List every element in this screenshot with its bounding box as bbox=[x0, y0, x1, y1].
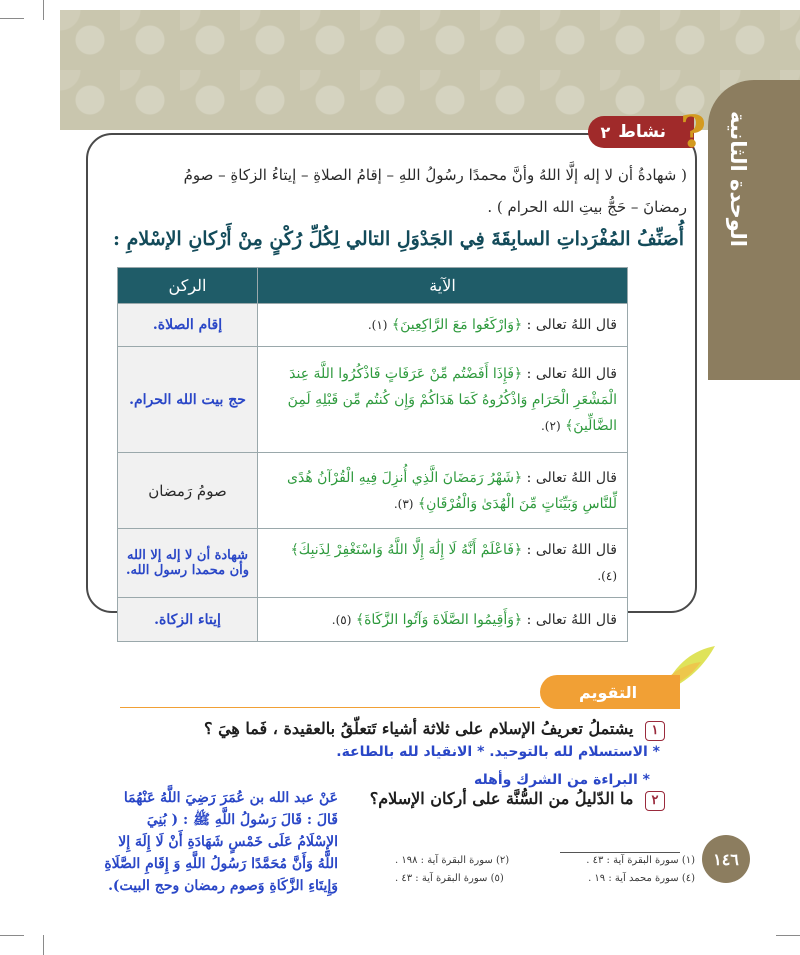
verse-cell: قال اللهُ تعالى : ﴿شَهْرُ رَمَضَانَ الَّذِي أُنزِلَ فِيهِ الْقُرْآنُ هُدًى لِّلنَّاسِ وَبَيِّنَاتٍ مِّنَ الْهُدَىٰ وَالْفُرْقَانِ﴾ (٣). bbox=[258, 453, 628, 529]
ayah-text: ﴿فَاعْلَمْ أَنَّهُ لَا إِلَٰهَ إِلَّا اللَّهُ وَاسْتَغْفِرْ لِذَنبِكَ﴾ bbox=[290, 542, 523, 558]
table-row bbox=[118, 347, 628, 453]
pillars-table bbox=[117, 267, 628, 642]
ayah-text: ﴿شَهْرُ رَمَضَانَ الَّذِي أُنزِلَ فِيهِ الْقُرْآنُ هُدًى لِّلنَّاسِ وَبَيِّنَاتٍ مِّنَ الْهُدَىٰ وَالْفُرْقَانِ﴾ bbox=[287, 469, 617, 512]
table-row bbox=[118, 598, 628, 642]
question-mark-icon: ? bbox=[680, 107, 706, 158]
activity-instruction-line2: رمضانَ – حَجُّ بيتِ الله الحرام ) . bbox=[487, 198, 687, 216]
table-row bbox=[118, 529, 628, 598]
footnote-1: (١) سورة البقرة آية : ٤٣ . bbox=[586, 855, 695, 866]
page-number: ١٤٦ bbox=[702, 835, 750, 883]
answer-1-line1: * الاستسلام لله بالتوحيد. * الانقياد لله بالطاعة. bbox=[336, 744, 660, 760]
activity-badge bbox=[588, 107, 706, 158]
crop-mark bbox=[43, 935, 44, 955]
answer-1-line2: * البراءة من الشرك وأهله bbox=[473, 772, 650, 788]
verse-cell: قال اللهُ تعالى : ﴿فَإِذَا أَفَضْتُم مِّنْ عَرَفَاتٍ فَاذْكُرُوا اللَّهَ عِندَ الْمَشْعَرِ الْحَرَامِ وَاذْكُرُوهُ كَمَا هَدَاكُمْ وَإِن كُنتُم مِّن قَبْلِهِ لَمِنَ الضَّالِّينَ﴾ (٢). bbox=[258, 347, 628, 453]
question-text: ما الدّليلُ من السُّنَّة على أركان الإسلام؟ bbox=[369, 789, 634, 808]
ayah-text: ﴿فَإِذَا أَفَضْتُم مِّنْ عَرَفَاتٍ فَاذْكُرُوا اللَّهَ عِندَ الْمَشْعَرِ الْحَرَامِ وَاذْكُرُوهُ كَمَا هَدَاكُمْ وَإِن كُنتُم مِّن قَبْلِهِ لَمِنَ الضَّالِّينَ﴾ bbox=[287, 365, 617, 434]
crop-mark bbox=[0, 18, 24, 19]
question-number: ٢ bbox=[645, 791, 665, 811]
footnote-ref: (٥). bbox=[331, 612, 352, 627]
footnote-divider bbox=[560, 852, 680, 853]
verse-cell: قال اللهُ تعالى : ﴿وَارْكَعُوا مَعَ الرَّاكِعِينَ﴾ (١). bbox=[258, 304, 628, 347]
question-1 bbox=[204, 719, 665, 741]
crop-mark bbox=[776, 935, 800, 936]
activity-number: ٢ bbox=[600, 122, 611, 142]
column-header-ayah: الآية bbox=[258, 268, 628, 304]
footnote-4: (٤) سورة محمد آية : ١٩ . bbox=[588, 873, 695, 884]
ayah-text: ﴿وَارْكَعُوا مَعَ الرَّاكِعِينَ﴾ bbox=[391, 317, 523, 333]
table-row bbox=[118, 453, 628, 529]
footnote-5: (٥) سورة البقرة آية : ٤٣ . bbox=[395, 873, 504, 884]
footnotes bbox=[395, 855, 695, 891]
pillar-cell: صومُ رَمضان bbox=[118, 453, 258, 529]
table-row bbox=[118, 304, 628, 347]
crop-mark bbox=[0, 935, 24, 936]
column-header-pillar: الركن bbox=[118, 268, 258, 304]
footnote-2: (٢) سورة البقرة آية : ١٩٨ . bbox=[395, 855, 510, 866]
question-2 bbox=[370, 789, 665, 811]
footnote-ref: (٢). bbox=[540, 418, 561, 433]
verse-cell: قال اللهُ تعالى : ﴿فَاعْلَمْ أَنَّهُ لَا إِلَٰهَ إِلَّا اللَّهُ وَاسْتَغْفِرْ لِذَنبِكَ﴾ (٤). bbox=[258, 529, 628, 598]
question-text: يشتملُ تعريفُ الإسلام على ثلاثة أشياء تَتعلّقُ بالعقيدة ، فَما هِيَ ؟ bbox=[204, 719, 634, 738]
evaluation-rule bbox=[120, 707, 540, 708]
question-number: ١ bbox=[645, 721, 665, 741]
pillar-cell: شهادة أن لا إله إلا الله وأن محمدا رسول الله. bbox=[118, 529, 258, 598]
footnote-ref: (٤). bbox=[597, 569, 617, 583]
footnote-ref: (٣). bbox=[393, 496, 414, 511]
pillar-cell: إقام الصلاة. bbox=[118, 304, 258, 347]
activity-label: نشاط bbox=[618, 122, 666, 142]
pillar-cell: حج بيت الله الحرام. bbox=[118, 347, 258, 453]
crop-mark bbox=[43, 0, 44, 20]
answer-2-hadith: عَنْ عبد الله بن عُمَرَ رَضِيَ اللَّهُ عَنْهُمَا قَالَ : قَالَ رَسُولُ اللَّهِ ﷺ : ( بُنِيَ الإِسْلَامُ عَلَى خَمْسٍ شَهَادَةِ أَنْ لَا إِلَهَ إِلا اللَّهُ وَأَنَّ مُحَمَّدًا رَسُولُ اللَّهِ وَ إِقَامِ الصَّلَاةِ وَإِيتَاءِ الزَّكَاةِ وَصوم رمضان وحج البيت). bbox=[104, 790, 338, 894]
footnote-ref: (١). bbox=[367, 318, 388, 332]
activity-question: أُصَنِّفُ المُفْرَداتِ السابِقَةَ فِي الجَدْوَلِ التالي لِكُلِّ رُكْنٍ مِنْ أَرْكانِ الإسْلامِ : bbox=[112, 228, 684, 250]
ayah-text: ﴿وَأَقِيمُوا الصَّلَاةَ وَآتُوا الزَّكَاةَ﴾ bbox=[355, 611, 523, 628]
pillar-cell: إيتاء الزكاة. bbox=[118, 598, 258, 642]
verse-cell: قال اللهُ تعالى : ﴿وَأَقِيمُوا الصَّلَاةَ وَآتُوا الزَّكَاةَ﴾ (٥). bbox=[258, 598, 628, 642]
unit-tab-label: الوحدة الثانية bbox=[726, 111, 750, 247]
evaluation-title: التقويم bbox=[578, 682, 638, 702]
activity-instruction-line1: ( شهادةُ أن لا إله إلَّا اللهُ وأنَّ محمدًا رسُولُ اللهِ – إقامُ الصلاةِ – إيتاءُ الزكاةِ – صومُ bbox=[183, 166, 687, 184]
